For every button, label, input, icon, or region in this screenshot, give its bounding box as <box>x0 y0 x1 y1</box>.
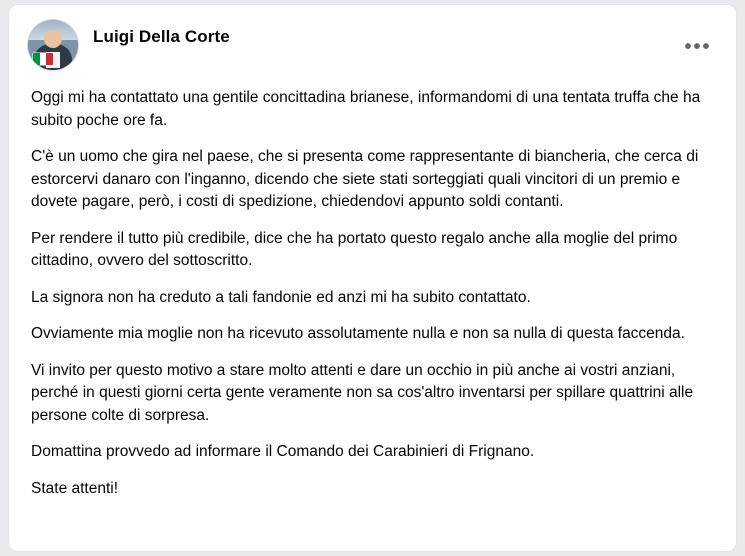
avatar[interactable] <box>27 19 79 71</box>
post-paragraph: Per rendere il tutto più credibile, dice che ha portato questo regalo anche alla moglie del primo cittadino, ovvero del sottoscritto. <box>31 229 678 269</box>
post-paragraph: Oggi mi ha contattato una gentile concittadina brianese, informandomi di una tentata truffa che ha subito poche ore fa. <box>31 89 701 129</box>
post-card <box>8 4 737 552</box>
italian-flag-icon <box>32 52 54 66</box>
post-header <box>9 5 736 75</box>
post-paragraph: State attenti! <box>31 479 119 497</box>
post-text <box>9 75 736 500</box>
more-options-icon[interactable]: ••• <box>684 36 712 58</box>
post-paragraph: Ovviamente mia moglie non ha ricevuto assolutamente nulla e non sa nulla di questa faccenda. <box>31 325 685 342</box>
avatar-head <box>44 30 62 48</box>
post-paragraph: C'è un uomo che gira nel paese, che si presenta come rappresentante di biancheria, che cerca di estorcervi danaro con l'inganno, dicendo che siete stati sorteggiati quali vincitori di un premio e dovete pagare, però, i costi di spedizione, chiedendovi appunto soldi contanti. <box>31 148 699 210</box>
post-paragraph: Vi invito per questo motivo a stare molto attenti e dare un occhio in più anche ai vostri anziani, perché in questi giorni certa gente veramente non sa cos'altro inventarsi per spillare quattrini alle persone colte di sorpresa. <box>31 361 694 424</box>
post-paragraph: Domattina provvedo ad informare il Comando dei Carabinieri di Frignano. <box>31 443 535 460</box>
post-paragraph: La signora non ha creduto a tali fandonie ed anzi mi ha subito contattato. <box>31 288 531 306</box>
author-name[interactable]: Luigi Della Corte <box>93 27 230 46</box>
author-block <box>93 19 682 47</box>
